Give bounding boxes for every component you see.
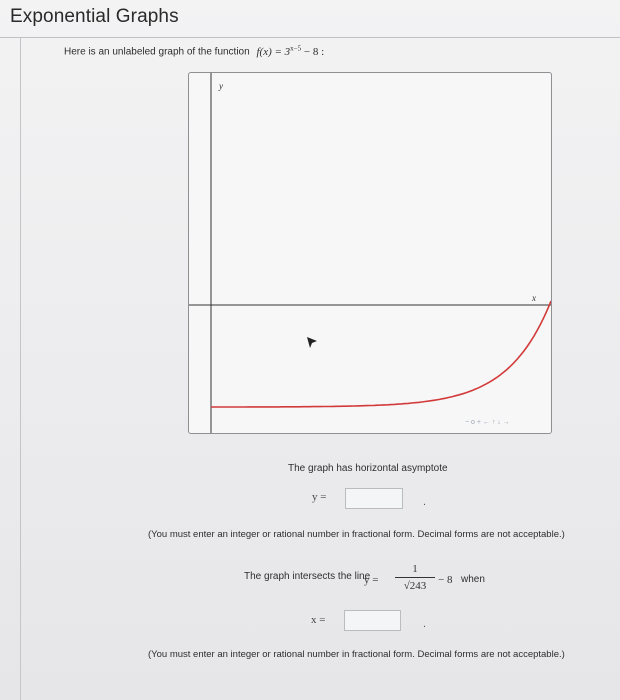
- asymptote-period: .: [423, 496, 427, 508]
- fraction-bar: [395, 577, 435, 578]
- function-expression: [256, 46, 324, 58]
- title-divider: [0, 37, 620, 38]
- fraction-denominator: √243: [403, 580, 427, 592]
- intersect-when: when: [461, 574, 485, 585]
- intro-text: [64, 44, 324, 58]
- x-answer-lhs: x =: [311, 614, 326, 626]
- intersect-lhs: y =: [364, 574, 379, 586]
- function-curve: [211, 301, 551, 407]
- graph-controls[interactable]: − o + ← ↑ ↓ →: [465, 419, 510, 426]
- x-answer-period: .: [423, 618, 427, 630]
- intro-label: Here is an unlabeled graph of the function: [64, 46, 250, 58]
- x-axis-label: x: [532, 293, 536, 303]
- graph-panel[interactable]: [188, 72, 552, 434]
- left-margin-rule: [20, 38, 21, 700]
- function-exponent: x−5: [290, 44, 302, 52]
- asymptote-lhs: y =: [312, 491, 327, 503]
- graph-canvas[interactable]: [189, 73, 551, 433]
- asymptote-prompt: The graph has horizontal asymptote: [288, 463, 448, 474]
- page-title: Exponential Graphs: [10, 6, 179, 27]
- instruction-note-1: (You must enter an integer or rational number in fractional form. Decimal forms are not acceptable.): [148, 529, 565, 540]
- intersect-fraction: [395, 563, 435, 592]
- function-lhs: f(x) = 3: [256, 45, 291, 58]
- fraction-numerator: 1: [412, 563, 418, 575]
- intersect-prompt: The graph intersects the line: [244, 571, 371, 582]
- y-axis-label: y: [219, 81, 223, 91]
- asymptote-answer-input[interactable]: [345, 488, 403, 509]
- x-answer-input[interactable]: [344, 610, 401, 631]
- instruction-note-2: (You must enter an integer or rational number in fractional form. Decimal forms are not acceptable.): [148, 649, 565, 660]
- cursor-pointer-icon: [307, 337, 317, 348]
- function-rest: − 8 :: [301, 45, 325, 58]
- intersect-rest: − 8: [438, 574, 453, 586]
